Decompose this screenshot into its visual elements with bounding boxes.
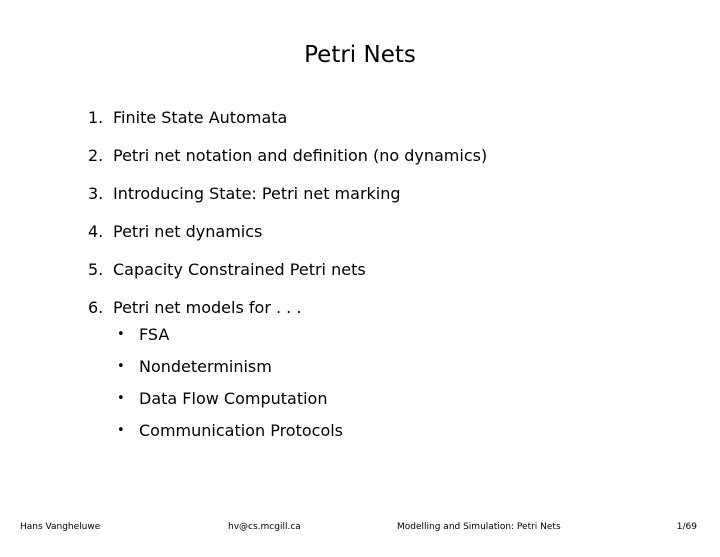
sub-item-text: FSA <box>139 325 170 344</box>
slide-footer <box>0 519 720 535</box>
outline-item <box>88 106 487 144</box>
outline-item <box>88 258 487 296</box>
item-number: 2. <box>88 146 104 165</box>
item-text: Petri net dynamics <box>113 222 263 241</box>
bullet-icon: • <box>117 391 125 406</box>
item-text: Petri net models for . . . <box>113 298 302 317</box>
bullet-icon: • <box>117 359 125 374</box>
outline-list <box>88 106 487 334</box>
item-text: Petri net notation and definition (no dynamics) <box>113 146 488 165</box>
sub-item-text: Nondeterminism <box>139 357 272 376</box>
sub-list-item <box>117 419 343 451</box>
item-text: Finite State Automata <box>113 108 288 127</box>
outline-item <box>88 144 487 182</box>
slide-title: Petri Nets <box>304 42 416 68</box>
sub-list-item <box>117 355 343 387</box>
item-number: 5. <box>88 260 104 279</box>
sub-list-item <box>117 387 343 419</box>
item-number: 3. <box>88 184 104 203</box>
bullet-icon: • <box>117 423 125 438</box>
sub-item-text: Data Flow Computation <box>139 389 328 408</box>
footer-email: hv@cs.mcgill.ca <box>228 522 301 532</box>
item-text: Introducing State: Petri net marking <box>113 184 401 203</box>
sub-bullet-list <box>117 323 343 451</box>
item-number: 1. <box>88 108 104 127</box>
footer-course-title: Modelling and Simulation: Petri Nets <box>397 522 561 532</box>
item-number: 6. <box>88 298 104 317</box>
item-number: 4. <box>88 222 104 241</box>
outline-item <box>88 182 487 220</box>
sub-item-text: Communication Protocols <box>139 421 344 440</box>
footer-author: Hans Vangheluwe <box>20 522 101 532</box>
bullet-icon: • <box>117 327 125 342</box>
outline-item <box>88 220 487 258</box>
footer-page-number: 1/69 <box>676 522 697 532</box>
item-text: Capacity Constrained Petri nets <box>113 260 366 279</box>
sub-list-item <box>117 323 343 355</box>
